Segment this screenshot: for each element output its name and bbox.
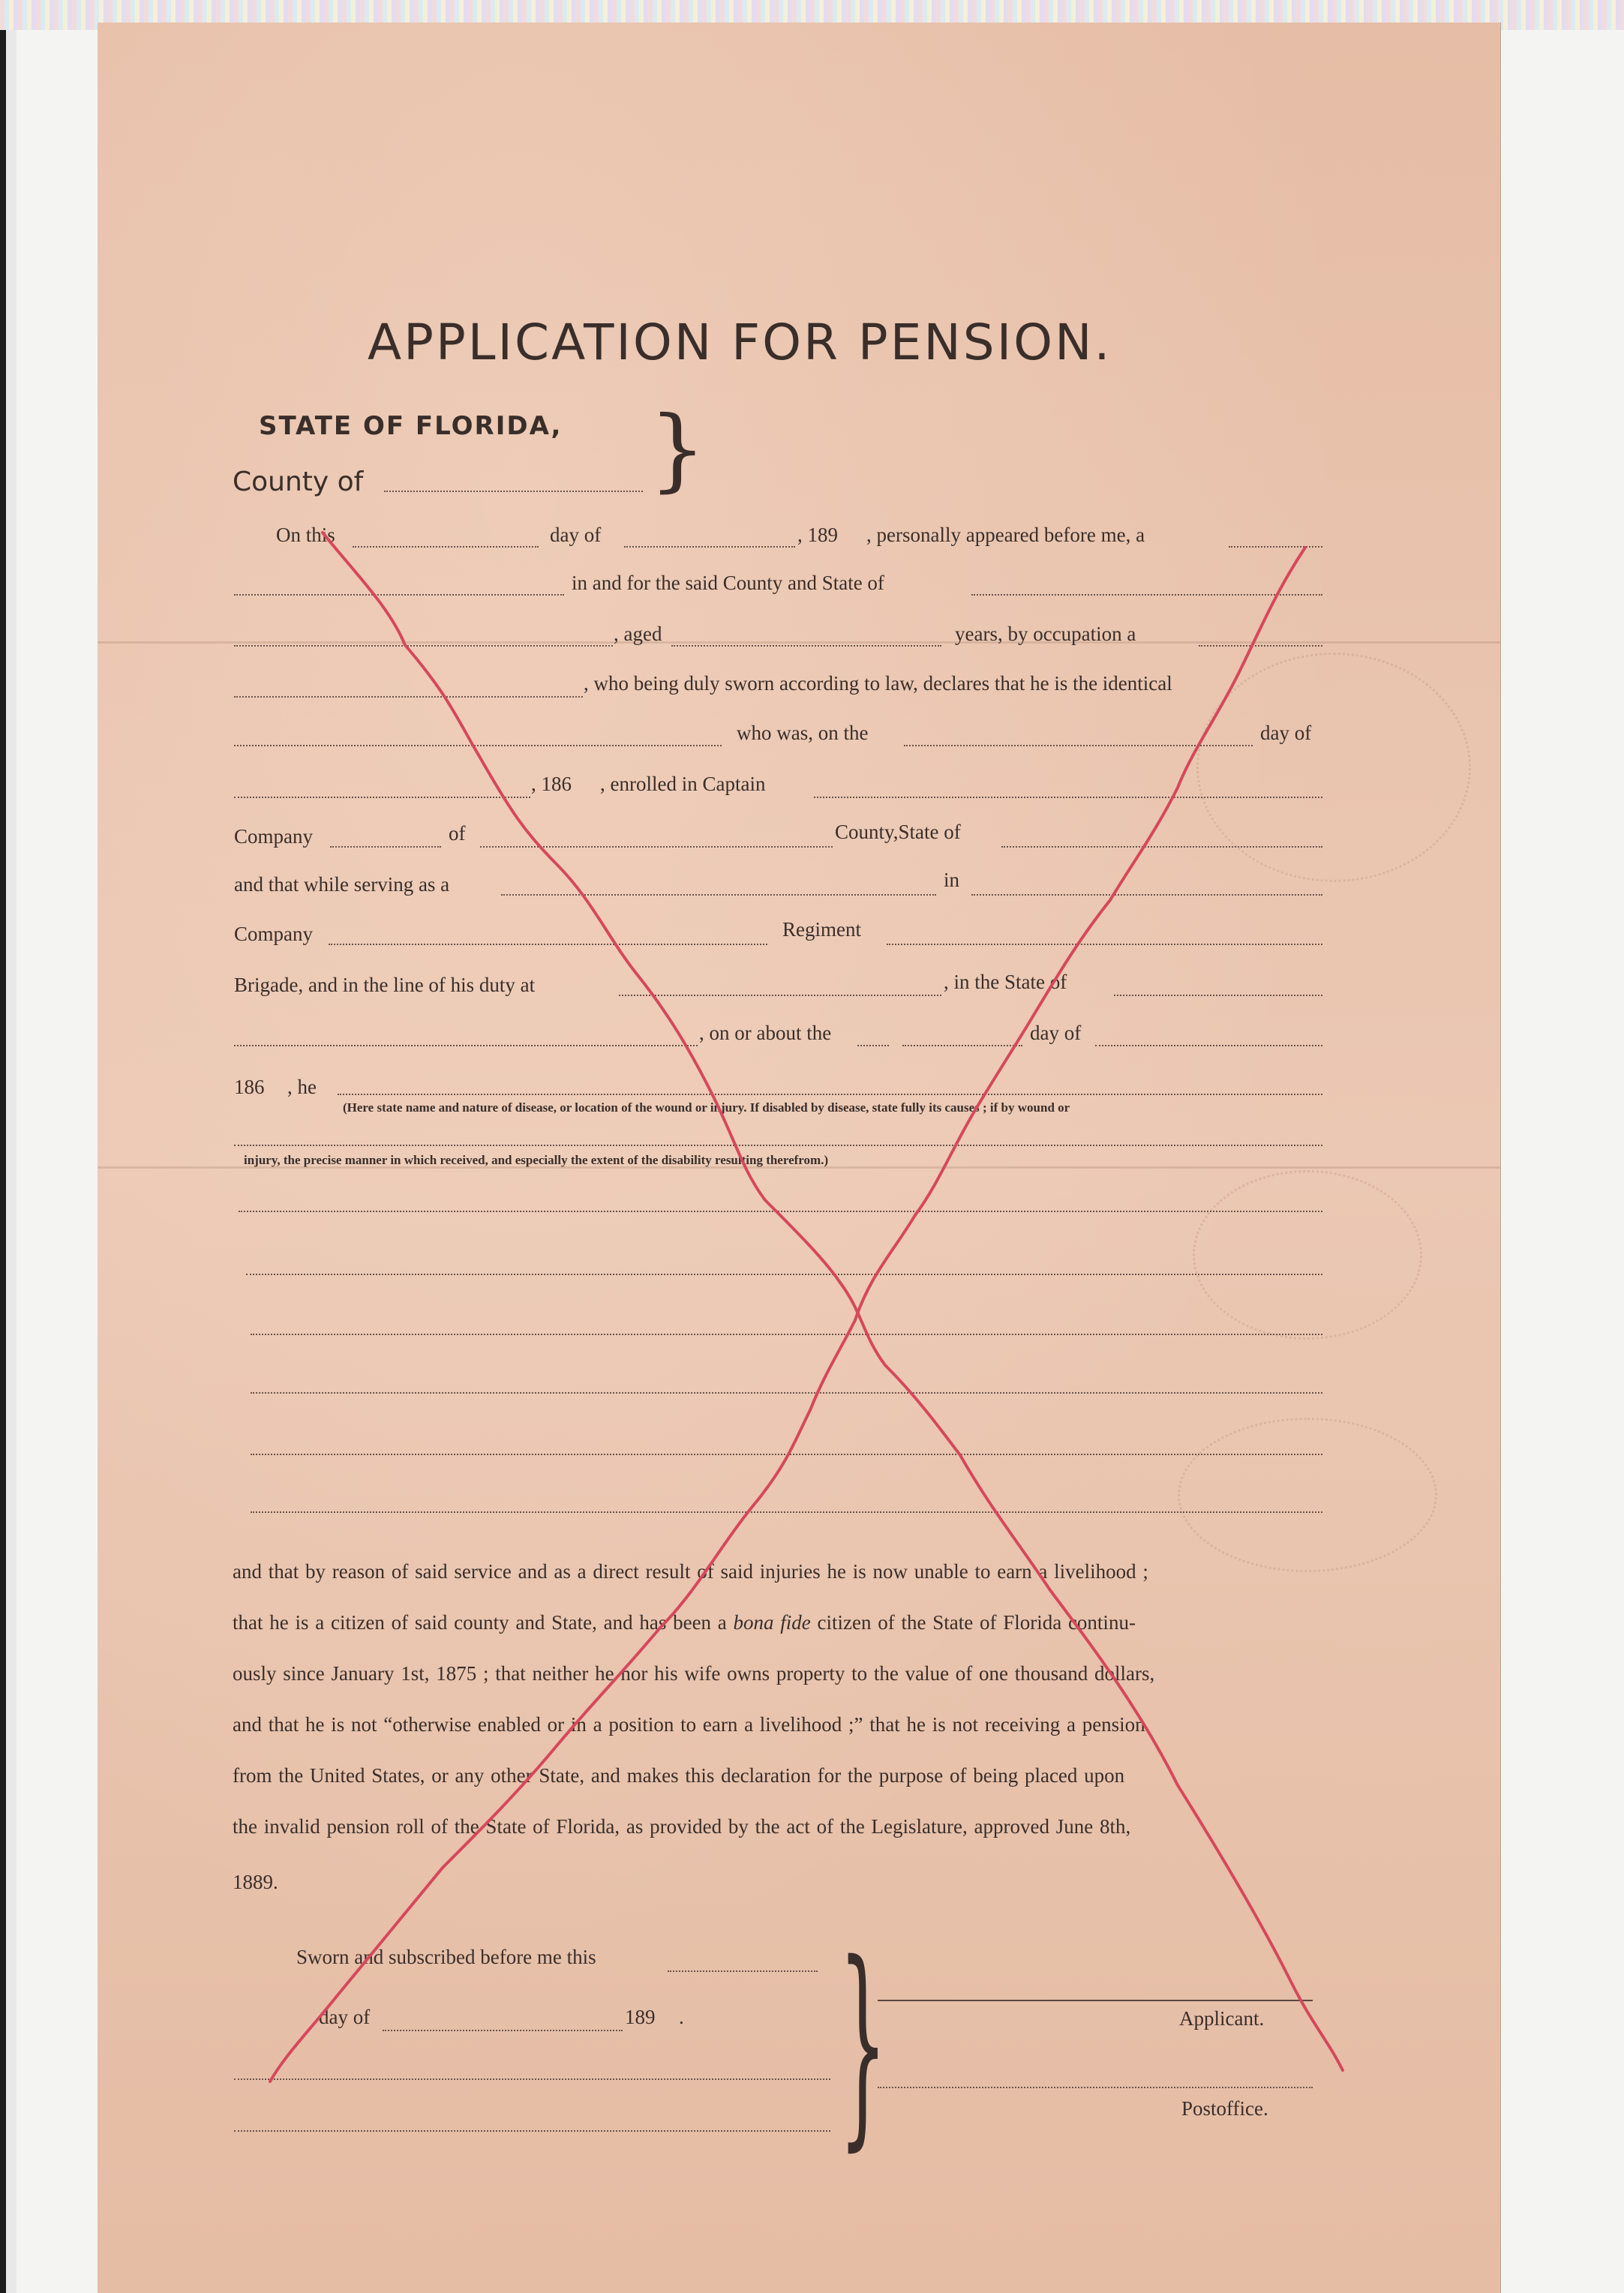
company-blank-2[interactable] — [329, 944, 767, 945]
declaration-line: 1889. — [233, 1871, 278, 1893]
declaration-line: that he is a citizen of said county and State, and has been a bona fide citizen of the State of Florida continu- — [233, 1611, 1136, 1634]
years-occupation-label: years, by occupation a — [955, 623, 1136, 645]
postoffice-blank[interactable] — [878, 2087, 1313, 2088]
jurat-day-of-label: day of — [319, 2006, 371, 2028]
enroll-county-blank[interactable] — [480, 846, 833, 848]
embossed-seal — [1178, 1418, 1437, 1572]
captain-blank[interactable] — [814, 797, 1322, 798]
regiment-label: Regiment — [782, 918, 861, 941]
in-label: in — [944, 869, 960, 891]
fold-crease — [98, 641, 1500, 644]
jurat-year-label: 189 — [625, 2006, 656, 2028]
year-189-label: , 189 — [797, 524, 838, 546]
who-was-label: who was, on the — [737, 722, 869, 744]
of-label: of — [449, 822, 466, 845]
county-state-label: in and for the said County and State of — [572, 572, 884, 594]
venue-brace: } — [649, 398, 707, 502]
description-line[interactable] — [239, 1211, 1322, 1212]
brigade-duty-label: Brigade, and in the line of his duty at — [234, 974, 536, 996]
on-or-about-label: , on or about the — [699, 1022, 832, 1044]
day-of-label-2: day of — [1260, 722, 1312, 744]
officer-signature-blank[interactable] — [234, 2078, 830, 2080]
sworn-day-blank[interactable] — [668, 1970, 818, 1972]
bona-fide-italic: bona fide — [733, 1611, 811, 1634]
embossed-seal — [1196, 653, 1471, 882]
year-186-label: , 186 — [531, 773, 572, 795]
on-this-label: On this — [276, 524, 335, 546]
description-line[interactable] — [251, 1392, 1322, 1394]
declaration-line: and that he is not “otherwise enabled or in a position to earn a livelihood ;” that he is not receiving a pension — [233, 1713, 1145, 1736]
declaration-line: from the United States, or any other State, and makes this declaration for the purpose of being placed upon — [233, 1764, 1125, 1787]
day-of-label-3: day of — [1030, 1022, 1082, 1044]
declaration-line: the invalid pension roll of the State of Florida, as provided by the act of the Legislature, approved June 8th, — [233, 1815, 1131, 1838]
company-label-2: Company — [234, 923, 313, 945]
jurat-month-blank[interactable] — [383, 2030, 623, 2031]
about-month-blank[interactable] — [1095, 1045, 1322, 1046]
state-blank[interactable] — [971, 594, 1322, 596]
year-186-label-2: 186 — [234, 1076, 265, 1098]
form-title: APPLICATION FOR PENSION. — [368, 314, 1112, 371]
regiment-blank[interactable] — [887, 944, 1322, 945]
rank-blank[interactable] — [501, 894, 936, 896]
about-day-blank-a[interactable] — [857, 1045, 889, 1046]
enrolled-captain-label: , enrolled in Captain — [600, 773, 766, 795]
occupation-blank[interactable] — [1199, 645, 1322, 647]
jurat-period: . — [679, 2006, 684, 2028]
sworn-label: Sworn and subscribed before me this — [296, 1946, 596, 1968]
declaration-line: and that by reason of said service and as a direct result of said injuries he is now unable to earn a livelihood ; — [233, 1560, 1148, 1583]
enroll-month-blank[interactable] — [234, 797, 530, 798]
applicant-name-blank[interactable] — [234, 645, 613, 647]
occupation-cont-blank[interactable] — [234, 696, 583, 698]
scan-left-edge — [0, 30, 17, 2293]
about-day-blank[interactable] — [902, 1045, 1022, 1046]
month-blank[interactable] — [624, 546, 795, 548]
injury-instruction-1: (Here state name and nature of disease, or location of the wound or injury. If disabled by disease, state fully its causes ; if by wound or — [343, 1100, 1070, 1115]
duty-place-blank[interactable] — [619, 995, 941, 996]
injury-blank[interactable] — [338, 1094, 1322, 1095]
officer-title-blank[interactable] — [1229, 546, 1322, 548]
applicant-label: Applicant. — [1179, 2007, 1265, 2030]
officer-blank[interactable] — [234, 594, 564, 596]
embossed-seal — [1193, 1170, 1422, 1340]
identical-name-blank[interactable] — [234, 745, 722, 746]
description-line[interactable] — [251, 1454, 1322, 1455]
injury-instruction-2: injury, the precise manner in which received, and especially the extent of the disability resulting therefrom.) — [244, 1153, 829, 1167]
company-label: Company — [234, 825, 313, 848]
applicant-signature-line[interactable] — [878, 2000, 1313, 2001]
company-blank[interactable] — [330, 846, 441, 848]
in-the-state-label: , in the State of — [944, 971, 1067, 993]
day-blank[interactable] — [353, 546, 539, 548]
declaration-line: ously since January 1st, 1875 ; that neither he nor his wife owns property to the value of one thousand dollars, — [233, 1662, 1155, 1685]
description-line[interactable] — [251, 1334, 1322, 1335]
enroll-day-blank[interactable] — [904, 745, 1253, 746]
officer-title-line-blank[interactable] — [234, 2130, 830, 2132]
county-state-of-label: County,State of — [835, 821, 961, 843]
duty-state-blank[interactable] — [1114, 995, 1322, 996]
appeared-label: , personally appeared before me, a — [866, 524, 1145, 546]
aged-label: , aged — [614, 623, 662, 645]
county-label: County of — [233, 467, 364, 497]
description-line[interactable] — [251, 1511, 1322, 1513]
state-label: STATE OF FLORIDA, — [259, 411, 563, 441]
postoffice-label: Postoffice. — [1181, 2097, 1268, 2120]
duly-sworn-label: , who being duly sworn according to law, declares that he is the identical — [584, 672, 1172, 695]
day-of-label: day of — [550, 524, 602, 546]
county-blank[interactable] — [384, 491, 643, 492]
duty-state-cont-blank[interactable] — [234, 1045, 698, 1046]
he-label: , he — [287, 1076, 317, 1098]
signature-brace: } — [839, 1917, 887, 2170]
unit-blank[interactable] — [971, 894, 1322, 896]
enroll-state-blank[interactable] — [1001, 846, 1322, 848]
injury-blank-2[interactable] — [234, 1145, 1322, 1146]
serving-as-label: and that while serving as a — [234, 873, 450, 896]
description-line[interactable] — [246, 1274, 1322, 1275]
age-blank[interactable] — [671, 645, 941, 647]
